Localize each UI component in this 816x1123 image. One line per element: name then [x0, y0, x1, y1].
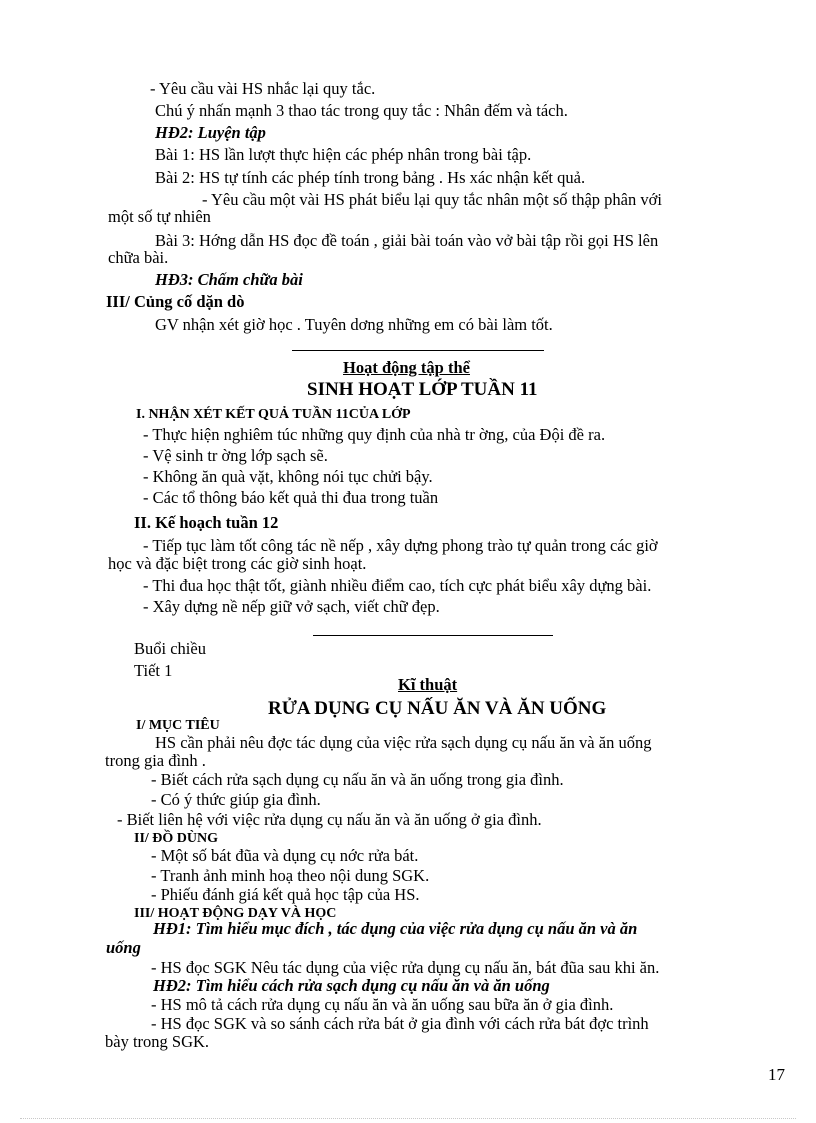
period-label: Tiết 1 — [134, 661, 173, 680]
text-line: GV nhận xét giờ học . Tuyên dơng những em có bài làm tốt. — [155, 315, 553, 334]
text-line: - Tranh ảnh minh hoạ theo nội dung SGK. — [151, 866, 430, 885]
section-heading: I/ MỤC TIÊU — [136, 718, 220, 733]
section-heading: I. NHẬN XÉT KẾT QUẢ TUẦN 11CỦA LỚP — [136, 407, 411, 422]
text-line: Chú ý nhấn mạnh 3 thao tác trong quy tắc : Nhân đếm và tách. — [155, 101, 568, 120]
section-heading: HĐ3: Chấm chữa bài — [155, 270, 303, 289]
text-line: - Yêu cầu vài HS nhắc lại quy tắc. — [150, 79, 376, 98]
text-line: HS cần phải nêu đợc tác dụng của việc rửa sạch dụng cụ nấu ăn và ăn uống — [155, 733, 652, 752]
session-label: Buổi chiều — [134, 639, 206, 658]
page-number: 17 — [768, 1065, 785, 1084]
section-heading: II. Kế hoạch tuần 12 — [134, 513, 279, 532]
text-line: Bài 1: HS lần lượt thực hiện các phép nhân trong bài tập. — [155, 145, 532, 164]
text-line: - Biết cách rửa sạch dụng cụ nấu ăn và ăn uống trong gia đình. — [151, 770, 564, 789]
divider — [292, 350, 544, 351]
section-heading: III/ Củng cố dặn dò — [106, 292, 245, 311]
text-line: - HS đọc SGK Nêu tác dụng của việc rửa dụng cụ nấu ăn, bát đũa sau khi ăn. — [151, 958, 660, 977]
activity-heading: uống — [106, 938, 141, 957]
text-line: chữa bài. — [108, 248, 169, 267]
divider — [313, 635, 553, 636]
text-line: - Có ý thức giúp gia đình. — [151, 790, 321, 809]
text-line: - Thi đua học thật tốt, giành nhiều điểm cao, tích cực phát biểu xây dựng bài. — [143, 576, 652, 595]
section-heading: II/ ĐỒ DÙNG — [134, 831, 219, 846]
text-line: học và đặc biệt trong các giờ sinh hoạt. — [108, 554, 367, 573]
subject-title: Hoạt động tập thể — [343, 358, 470, 377]
text-line: Bài 3: Hớng dẫn HS đọc đề toán , giải bài toán vào vở bài tập rồi gọi HS lên — [155, 231, 659, 250]
text-line: Bài 2: HS tự tính các phép tính trong bảng . Hs xác nhận kết quả. — [155, 168, 586, 187]
text-line: - HS đọc SGK và so sánh cách rửa bát ở gia đình với cách rửa bát đợc trình — [151, 1014, 649, 1033]
text-line: trong gia đình . — [105, 751, 206, 770]
text-line: - Không ăn quà vặt, không nói tục chửi bậy. — [143, 467, 433, 486]
text-line: - HS mô tả cách rửa dụng cụ nấu ăn và ăn uống sau bữa ăn ở gia đình. — [151, 995, 614, 1014]
text-line: - Thực hiện nghiêm túc những quy định của nhà tr ờng, của Đội đề ra. — [143, 425, 606, 444]
text-line: - Yêu cầu một vài HS phát biểu lại quy tắc nhân một số thập phân với — [202, 190, 662, 209]
text-line: - Xây dựng nề nếp giữ vở sạch, viết chữ đẹp. — [143, 597, 440, 616]
text-line: - Biết liên hệ với việc rửa dụng cụ nấu ăn và ăn uống ở gia đình. — [117, 810, 542, 829]
text-line: - Tiếp tục làm tốt công tác nề nếp , xây dựng phong trào tự quản trong các giờ — [143, 536, 658, 555]
page-edge — [20, 1118, 796, 1119]
activity-heading: HĐ1: Tìm hiểu mục đích , tác dụng của việc rửa dụng cụ nấu ăn và ăn — [153, 919, 638, 938]
text-line: - Một số bát đũa và dụng cụ nớc rửa bát. — [151, 846, 419, 865]
text-line: một số tự nhiên — [108, 207, 211, 226]
lesson-title: RỬA DỤNG CỤ NẤU ĂN VÀ ĂN UỐNG — [268, 698, 607, 719]
text-line: - Các tổ thông báo kết quả thi đua trong tuần — [143, 488, 439, 507]
text-line: - Phiếu đánh giá kết quả học tập của HS. — [151, 885, 420, 904]
text-line: bày trong SGK. — [105, 1032, 210, 1051]
lesson-title: SINH HOẠT LỚP TUẦN 11 — [307, 379, 538, 400]
subject-title: Kĩ thuật — [398, 675, 458, 694]
section-heading: HĐ2: Luyện tập — [155, 123, 266, 142]
section-heading: III/ HOẠT ĐỘNG DẠY VÀ HỌC — [134, 906, 337, 921]
text-line: - Vệ sinh tr ờng lớp sạch sẽ. — [143, 446, 328, 465]
activity-heading: HĐ2: Tìm hiểu cách rửa sạch dụng cụ nấu ăn và ăn uống — [153, 976, 550, 995]
